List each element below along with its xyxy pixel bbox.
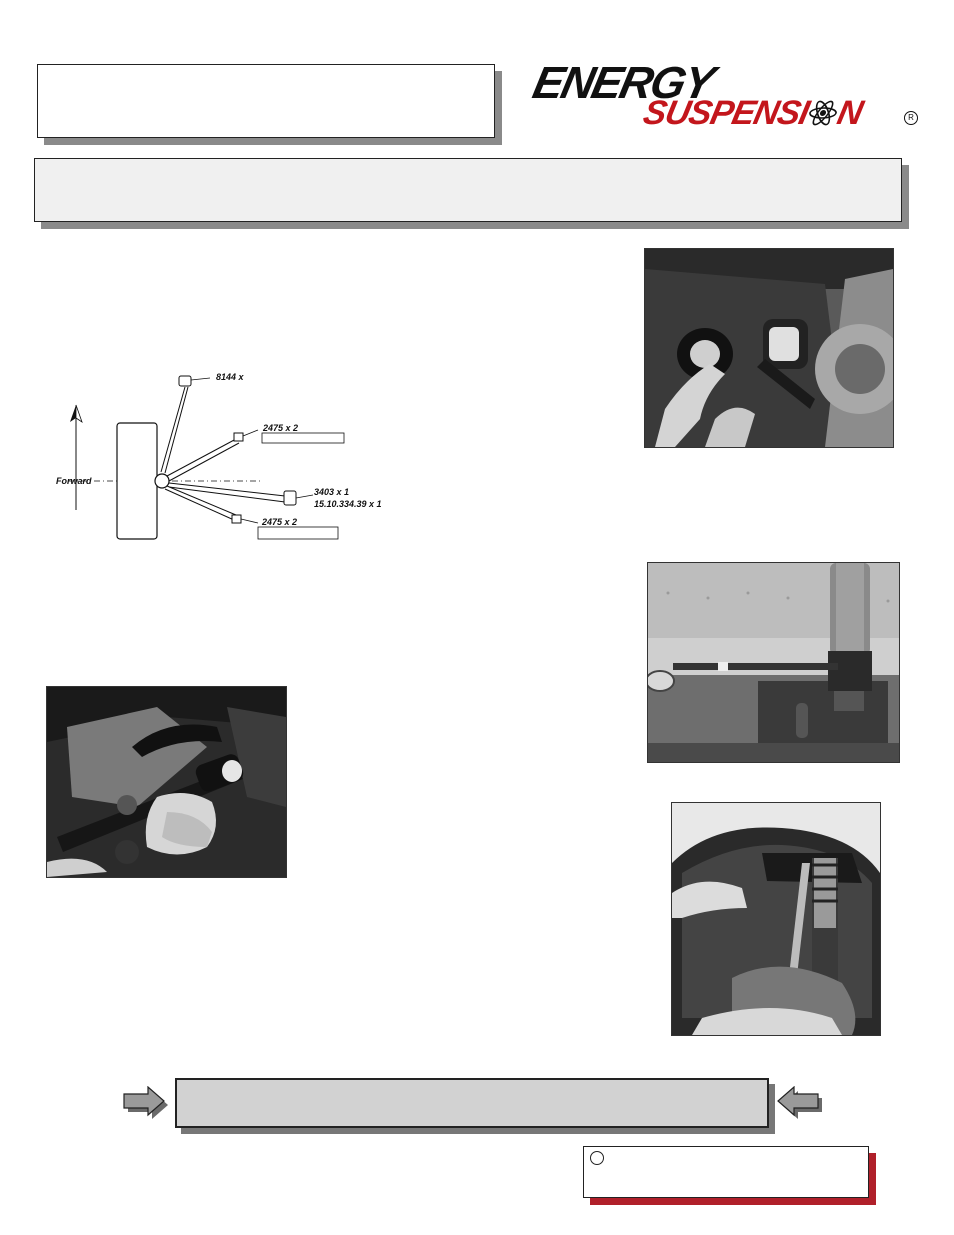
part-label-8144: 8144 x (216, 372, 244, 382)
registered-mark: R (904, 111, 918, 125)
label-box-lower (258, 527, 338, 539)
heading-box (34, 158, 902, 222)
part-label-2475-lower: 2475 x 2 (262, 517, 298, 527)
copyright-circle-icon (590, 1151, 604, 1165)
logo-suspension-main: SUSPENSI (639, 94, 812, 132)
logo-energy-text: ENERGY (528, 57, 718, 108)
copyright-box (583, 1146, 869, 1198)
bottom-banner (175, 1078, 769, 1128)
part-label-2475-upper: 2475 x 2 (263, 423, 299, 433)
wheel-outline (117, 423, 157, 539)
bushing-2475-lower (232, 515, 241, 523)
forward-arrow-icon (70, 405, 82, 510)
atom-icon (805, 98, 841, 128)
logo-suspension-end: N (833, 94, 866, 132)
diagram-svg (50, 360, 410, 550)
bushing-press-photo (644, 248, 894, 448)
arrow-left-icon (776, 1086, 824, 1120)
label-box-upper (262, 433, 344, 443)
press-tool-photo (647, 562, 900, 763)
suspension-diagram (50, 360, 410, 550)
forward-label: Forward (56, 476, 92, 486)
bushing-3403 (284, 491, 296, 505)
logo-suspension-text (640, 96, 865, 130)
arrow-right-icon (122, 1086, 170, 1120)
title-box (37, 64, 495, 138)
control-arm-install-photo (46, 686, 287, 878)
energy-suspension-logo (528, 57, 922, 138)
wheel-well-photo (671, 802, 881, 1036)
bushing-8144 (179, 376, 191, 386)
bushing-2475-upper (234, 433, 243, 441)
part-label-3403: 3403 x 1 (314, 487, 350, 497)
part-label-15-10-334-39: 15.10.334.39 x 1 (314, 499, 382, 509)
